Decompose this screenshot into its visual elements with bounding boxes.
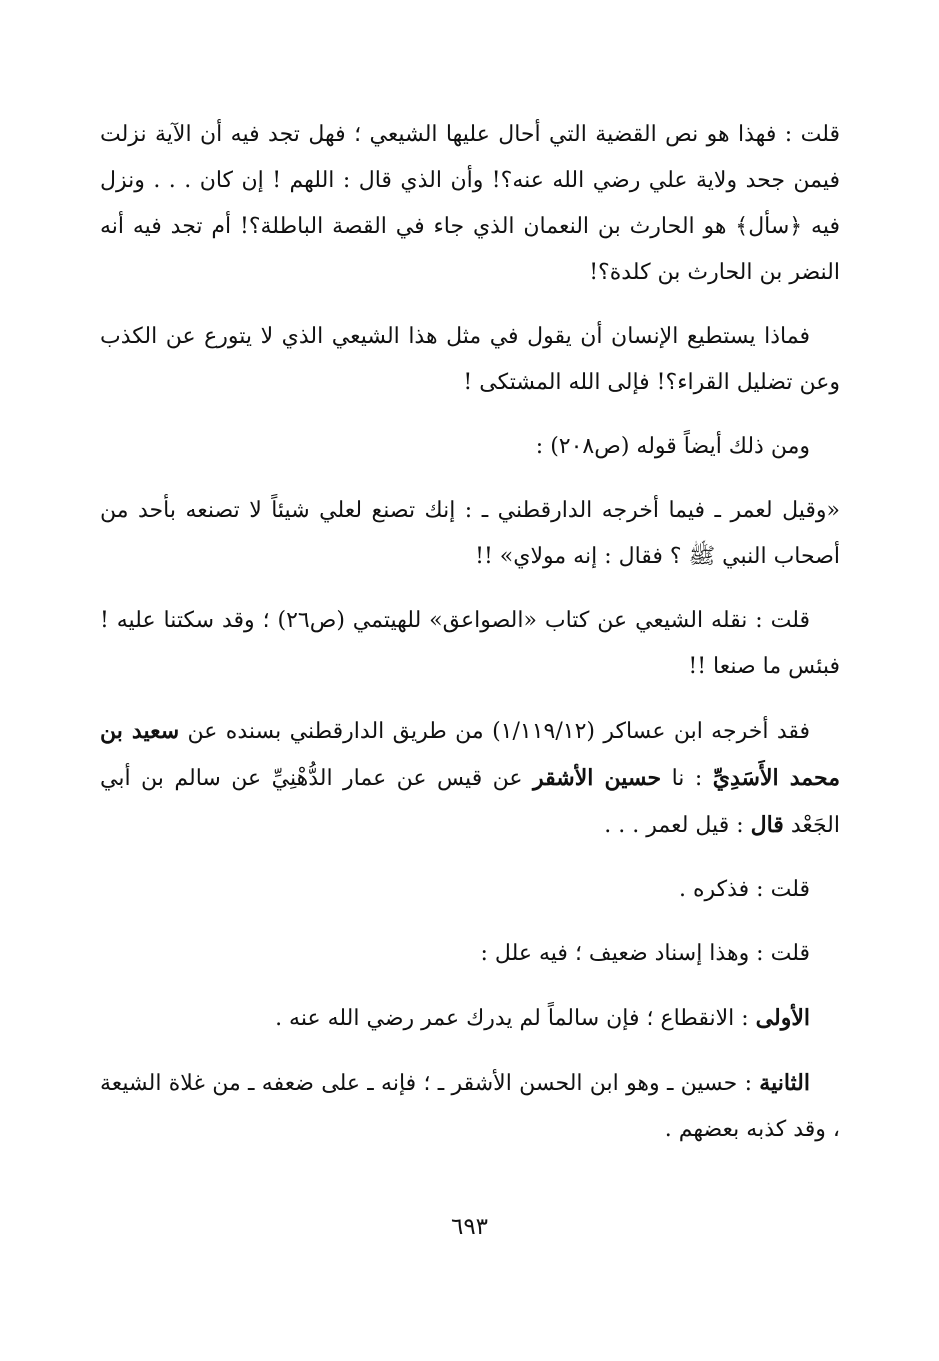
paragraph-first-defect [100, 995, 840, 1042]
paragraph-quotation [100, 488, 840, 580]
paragraph-mention [100, 867, 840, 913]
paragraph-text: : نا [661, 766, 713, 791]
paragraph-text: قلت : فهذا هو نص القضية التي أحال عليها الشيعي ؛ فهل تجد فيه أن الآية نزلت فيمن جحد ولاية علي رضي الله عنه؟! وأن الذي قال : اللهم ! إن كان . . . ونزل فيه ﴿سأل﴾ هو الحارث بن النعمان الذي جاء في القصة الباطلة؟! أم تجد فيه أنه النضر بن الحارث بن كلدة؟! [100, 122, 840, 285]
page-body [100, 112, 840, 1171]
paragraph-text: فماذا يستطيع الإنسان أن يقول في مثل هذا الشيعي الذي لا يتورع عن الكذب وعن تضليل القراء؟! فإلى الله المشتكى ! [100, 324, 840, 395]
paragraph-complaint [100, 314, 840, 406]
paragraph-text: «وقيل لعمر ـ فيما أخرجه الدارقطني ـ : إنك تصنع لعلي شيئاً لا تصنعه بأحد من أصحاب النبي ﷺ ؟ فقال : إنه مولاي» !! [100, 498, 840, 569]
paragraph-text: قلت : نقله الشيعي عن كتاب «الصواعق» للهيتمي (ص٢٦) ؛ وقد سكتنا عليه ! فبئس ما صنعا !! [100, 608, 840, 679]
paragraph-text: : حسين ـ وهو ابن الحسن الأشقر ـ ؛ فإنه ـ على ضعفه ـ من غلاة الشيعة ، وقد كذبه بعضهم . [100, 1071, 840, 1142]
paragraph-weakness [100, 931, 840, 977]
paragraph-quote-analysis [100, 112, 840, 296]
paragraph-text: : الانقطاع ؛ فإن سالماً لم يدرك عمر رضي الله عنه . [275, 1006, 756, 1031]
paragraph-source-note [100, 598, 840, 690]
paragraph-text: قلت : فذكره . [679, 877, 810, 902]
paragraph-intro-quote [100, 424, 840, 470]
paragraph-text: ومن ذلك أيضاً قوله (ص٢٠٨) : [535, 434, 810, 459]
paragraph-text: قلت : وهذا إسناد ضعيف ؛ فيه علل : [480, 941, 810, 966]
narrator-name: سعيد بن محمد الأَسَدِيِّ [100, 718, 840, 791]
page-number: ٦٩٣ [450, 1214, 489, 1240]
paragraph-text: فقد أخرجه ابن عساكر (١/١١٩/١٢) من طريق الدارقطني بسنده عن [179, 719, 811, 744]
paragraph-isnad [100, 708, 840, 849]
defect-label: الأولى [755, 1005, 810, 1031]
paragraph-second-defect [100, 1060, 840, 1153]
narrator-word: قال [750, 812, 784, 838]
paragraph-text: عن قيس عن عمار الدُّهْنِيِّ عن سالم بن أبي الجَعْد [100, 766, 840, 838]
defect-label: الثانية [759, 1070, 810, 1096]
narrator-name: حسين الأشقر [533, 765, 662, 791]
paragraph-text: : قيل لعمر . . . [604, 813, 751, 838]
